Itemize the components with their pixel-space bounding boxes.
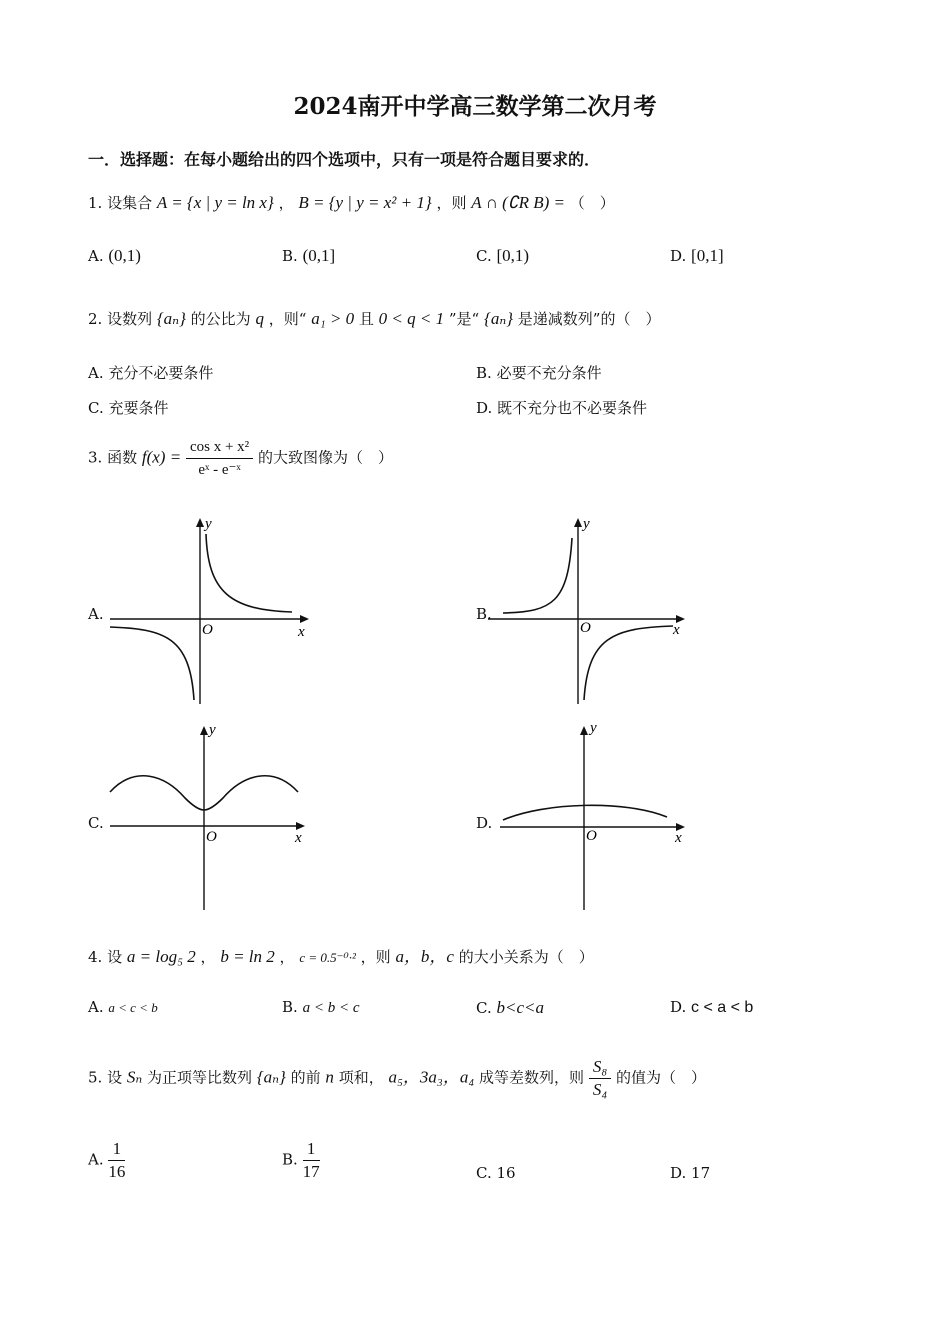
option-label: A. — [88, 1150, 104, 1169]
option-label: C. — [476, 247, 492, 265]
question-5 — [88, 1056, 706, 1101]
origin-label: O — [586, 828, 597, 844]
q4-prefix: 4. 设 — [88, 948, 123, 966]
option-label: B. — [476, 364, 492, 382]
option-label: B. — [282, 1150, 298, 1169]
x-arrow-icon — [296, 822, 305, 830]
option-value: 充要条件 — [108, 399, 169, 417]
option-fraction — [303, 1138, 320, 1183]
q2-tail: 是递减数列”的（ ） — [517, 310, 661, 328]
option-label: B. — [282, 998, 298, 1016]
graph-b — [483, 512, 693, 704]
graph-d — [495, 720, 695, 912]
frac-den: 17 — [302, 1162, 320, 1181]
option-value: a < c < b — [108, 1000, 158, 1015]
q2-option-d — [476, 397, 647, 418]
q4-b-def: b = ln 2 — [220, 947, 275, 966]
x-label: x — [675, 830, 682, 846]
option-label: A. — [88, 998, 104, 1016]
question-4 — [88, 942, 594, 967]
q3-numerator: cos x + x² — [186, 436, 253, 459]
question-1 — [88, 192, 615, 213]
q5-option-d — [670, 1164, 710, 1182]
q5-option-c — [476, 1164, 516, 1182]
origin-label: O — [202, 622, 213, 638]
q4-then: ，则 — [360, 948, 391, 966]
origin-label: O — [206, 829, 217, 845]
q5-frac-num: S₈ — [589, 1056, 611, 1079]
option-value: a < b < c — [302, 1000, 360, 1016]
x-label: x — [673, 622, 680, 638]
curve-left — [503, 538, 572, 613]
option-value: 既不充分也不必要条件 — [497, 399, 648, 417]
graph-d-label: D. — [476, 814, 493, 832]
frac-den: 16 — [108, 1162, 126, 1181]
option-label: D. — [670, 1164, 687, 1182]
q2-cond1: a₁ > 0 — [311, 309, 355, 328]
x-arrow-icon — [300, 615, 309, 623]
q5-n: n — [325, 1067, 334, 1087]
y-label: y — [590, 720, 597, 736]
option-value: c < a < b — [691, 999, 754, 1016]
option-label: A. — [88, 247, 104, 265]
q5-mid1: 为正项等比数列 — [147, 1068, 253, 1087]
q4-sep-1: ， — [200, 948, 216, 966]
graph-a — [105, 512, 315, 704]
y-arrow-icon — [200, 726, 208, 735]
q3-tail: 的大致图像为（ ） — [257, 448, 393, 467]
q5-tail: 的值为（ ） — [616, 1068, 707, 1087]
q1-expression: A ∩ (∁R B) = — [471, 193, 565, 212]
q3-fraction — [186, 436, 253, 481]
q5-option-b — [282, 1138, 320, 1183]
q4-option-d — [670, 998, 753, 1017]
q4-option-c — [476, 998, 544, 1018]
q1-prefix: 1. 设集合 — [88, 194, 153, 212]
q2-then: ，则“ — [268, 310, 307, 328]
q5-terms: a₅，3a₃，a₄ — [388, 1067, 475, 1087]
q2-option-c — [88, 397, 169, 418]
q1-sep: ， — [278, 194, 294, 212]
graph-c-label: C. — [88, 814, 104, 832]
q5-option-a — [88, 1138, 125, 1183]
option-value: [0,1] — [691, 246, 724, 265]
option-label: A. — [88, 364, 104, 382]
x-label: x — [298, 624, 305, 640]
q4-vars: a，b，c — [395, 947, 454, 966]
q1-option-d — [670, 246, 724, 266]
q5-frac-den: S₄ — [592, 1080, 608, 1099]
y-arrow-icon — [580, 726, 588, 735]
q5-prefix: 5. 设 — [88, 1068, 123, 1087]
graph-b-label: B. — [476, 605, 492, 623]
q4-tail: 的大小关系为（ ） — [458, 948, 594, 966]
q4-option-a — [88, 998, 158, 1016]
q4-a-def: a = log₅ 2 — [126, 947, 196, 966]
q2-cond2: 0 < q < 1 — [378, 309, 445, 328]
graph-c — [105, 720, 315, 912]
x-label: x — [295, 830, 302, 846]
q2-seq2: {aₙ} — [484, 309, 514, 328]
q5-seq: {aₙ} — [256, 1067, 286, 1087]
option-label: C. — [476, 1164, 492, 1182]
option-value: b<c<a — [496, 998, 544, 1017]
q3-fx: f(x) = — [141, 447, 182, 467]
q1-option-c — [476, 246, 529, 266]
curve-right — [206, 534, 292, 612]
y-label: y — [209, 722, 216, 738]
q5-mid3: 项和， — [338, 1068, 384, 1087]
q4-option-b — [282, 998, 359, 1017]
curve-left — [110, 627, 194, 700]
q2-ratio-text: 的公比为 — [190, 310, 251, 328]
option-label: D. — [670, 247, 687, 265]
q4-sep-2: ， — [279, 948, 295, 966]
option-fraction — [108, 1138, 125, 1183]
graph-a-label: A. — [88, 605, 104, 623]
q2-seq: {aₙ} — [156, 309, 186, 328]
q1-option-b — [282, 246, 335, 266]
q2-is: ”是“ — [448, 310, 480, 328]
option-label: B. — [282, 247, 298, 265]
q1-set-b: B = {y | y = x² + 1} — [298, 193, 432, 212]
q2-option-a — [88, 362, 213, 383]
page-title: 2024南开中学高三数学第二次月考 — [293, 93, 657, 120]
question-2 — [88, 308, 660, 329]
frac-num: 1 — [108, 1138, 125, 1161]
origin-label: O — [580, 620, 591, 636]
y-label: y — [583, 516, 590, 532]
option-value: 充分不必要条件 — [108, 364, 214, 382]
y-arrow-icon — [574, 518, 582, 527]
q5-mid2: 的前 — [290, 1068, 321, 1087]
q4-c-def: c = 0.5⁻⁰·² — [299, 950, 356, 965]
q3-prefix: 3. 函数 — [88, 448, 138, 467]
option-value: [0,1) — [496, 246, 530, 265]
option-value: 16 — [496, 1164, 516, 1182]
option-label: D. — [476, 399, 493, 417]
curve — [503, 805, 667, 820]
frac-num: 1 — [303, 1138, 320, 1161]
q5-sn: Sₙ — [126, 1067, 143, 1087]
q1-option-a — [88, 246, 141, 266]
q5-mid4: 成等差数列，则 — [479, 1068, 585, 1087]
q1-set-a: A = {x | y = ln x} — [156, 193, 274, 212]
option-label: D. — [670, 998, 687, 1016]
option-label: C. — [476, 999, 492, 1017]
question-3 — [88, 436, 393, 481]
q2-prefix: 2. 设数列 — [88, 310, 153, 328]
curve-right — [584, 626, 673, 700]
option-value: 必要不充分条件 — [496, 364, 602, 382]
option-label: C. — [88, 399, 104, 417]
q3-denominator: eˣ - e⁻ˣ — [198, 462, 241, 478]
option-value: 17 — [691, 1164, 711, 1182]
option-value: (0,1) — [108, 246, 141, 265]
option-value: (0,1] — [302, 246, 336, 265]
y-arrow-icon — [196, 518, 204, 527]
y-label: y — [205, 516, 212, 532]
q2-q: q — [255, 309, 264, 328]
q2-option-b — [476, 362, 602, 383]
q2-and: 且 — [358, 310, 374, 328]
q5-fraction — [589, 1056, 611, 1101]
q1-paren: （ ） — [569, 194, 615, 212]
section-heading: 一．选择题：在每小题给出的四个选项中，只有一项是符合题目要求的． — [88, 150, 601, 169]
q1-then: ，则 — [436, 194, 467, 212]
